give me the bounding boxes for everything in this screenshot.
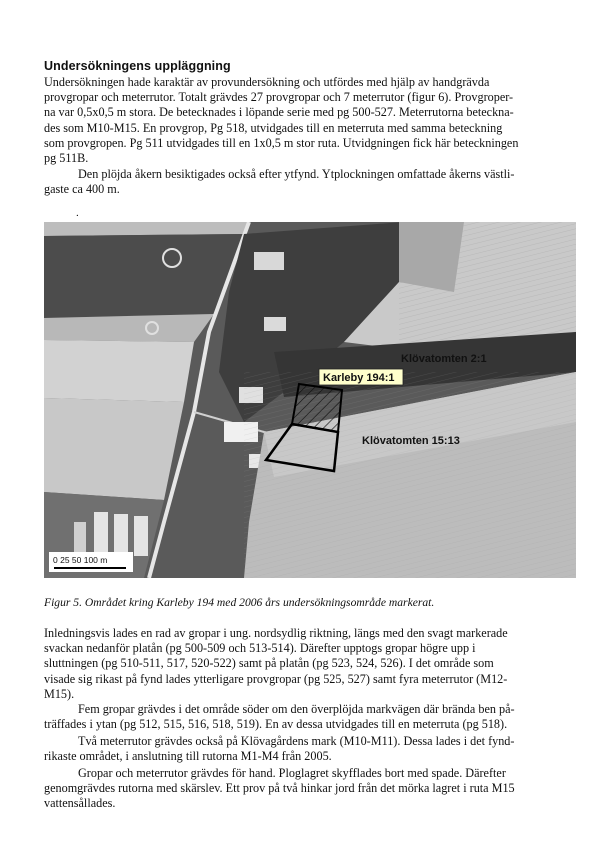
intro-paragraph xyxy=(44,75,564,166)
body-paragraph-4 xyxy=(44,766,564,812)
text-line: na var 0,5x0,5 m stora. De betecknades i löpande serie med pg 500-527. Meterrutorna beteckna- xyxy=(44,105,514,120)
text-line: des som M10-M15. En provgrop, Pg 518, utvidgades till en meterruta med samma beteckning xyxy=(44,120,503,135)
text-line: svackan nedanför platån (pg 500-509 och 513-514). Därefter upptogs gropar högre upp i xyxy=(44,641,476,656)
body-paragraph-2 xyxy=(44,702,564,732)
text-line: Två meterrutor grävdes också på Klövagårdens mark (M10-M11). Dessa lades i det fynd- xyxy=(78,734,515,748)
text-line: provgropar och meterrutor. Totalt grävdes 27 provgropar och 7 meterrutor (figur 6). Provgroper- xyxy=(44,90,514,105)
text-line: M15). xyxy=(44,686,75,701)
stray-dot: . xyxy=(76,207,79,219)
text-line: sluttningen (pg 510-511, 517, 520-522) samt på platån (pg 523, 524, 526). I det område som xyxy=(44,656,494,671)
text-line: pg 511B. xyxy=(44,151,89,166)
label-klovatomten-15-13: Klövatomten 15:13 xyxy=(362,435,460,447)
text-line: Gropar och meterrutor grävdes för hand. Ploglagret skyfflades bort med spade. Därefter xyxy=(78,766,506,780)
text-line: Den plöjda åkern besiktigades också efter ytfynd. Ytplockningen omfattade åkerns västli- xyxy=(78,167,515,181)
label-klovatomten-2-1: Klövatomten 2:1 xyxy=(401,353,487,365)
text-line: rikaste området, i anslutning till rutorna M1-M4 från 2005. xyxy=(44,749,332,764)
scale-bar-text: 0 25 50 100 m xyxy=(53,555,108,565)
text-line: som provgropen. Pg 511 utvidgades till en 1x0,5 m stor ruta. Utvidgningen fick här beteckningen xyxy=(44,135,519,150)
text-line: vattensållades. xyxy=(44,796,116,811)
survey-paragraph xyxy=(44,167,564,197)
body-paragraph-1 xyxy=(44,626,564,702)
figure-caption: Figur 5. Området kring Karleby 194 med 2006 års undersökningsområde markerat. xyxy=(44,596,435,609)
text-line: Inledningsvis lades en rad av gropar i ung. nordsydlig riktning, längs med den svagt markerade xyxy=(44,626,508,640)
text-line: Undersökningen hade karaktär av provundersökning och utfördes med hjälp av handgrävda xyxy=(44,75,490,89)
text-line: träffades i ytan (pg 512, 515, 516, 518, 519). En av dessa utvidgades till en meterruta (pg 518). xyxy=(44,717,508,732)
text-line: Fem gropar grävdes i det område söder om den överplöjda markvägen där brända ben på- xyxy=(78,702,515,716)
text-line: genomgrävdes rutorna med skärslev. Ett prov på två hinkar jord från det mörka lagret i ruta M15 xyxy=(44,781,515,796)
label-karleby: Karleby 194:1 xyxy=(323,372,395,384)
text-line: gaste ca 400 m. xyxy=(44,182,120,197)
text-line: visade sig rikast på fynd lades ytterligare provgropar (pg 525, 527) samt fyra meterrutor (M12- xyxy=(44,671,508,686)
body-paragraph-3 xyxy=(44,734,564,764)
section-heading: Undersökningens uppläggning xyxy=(44,59,231,73)
aerial-photo xyxy=(44,222,576,578)
